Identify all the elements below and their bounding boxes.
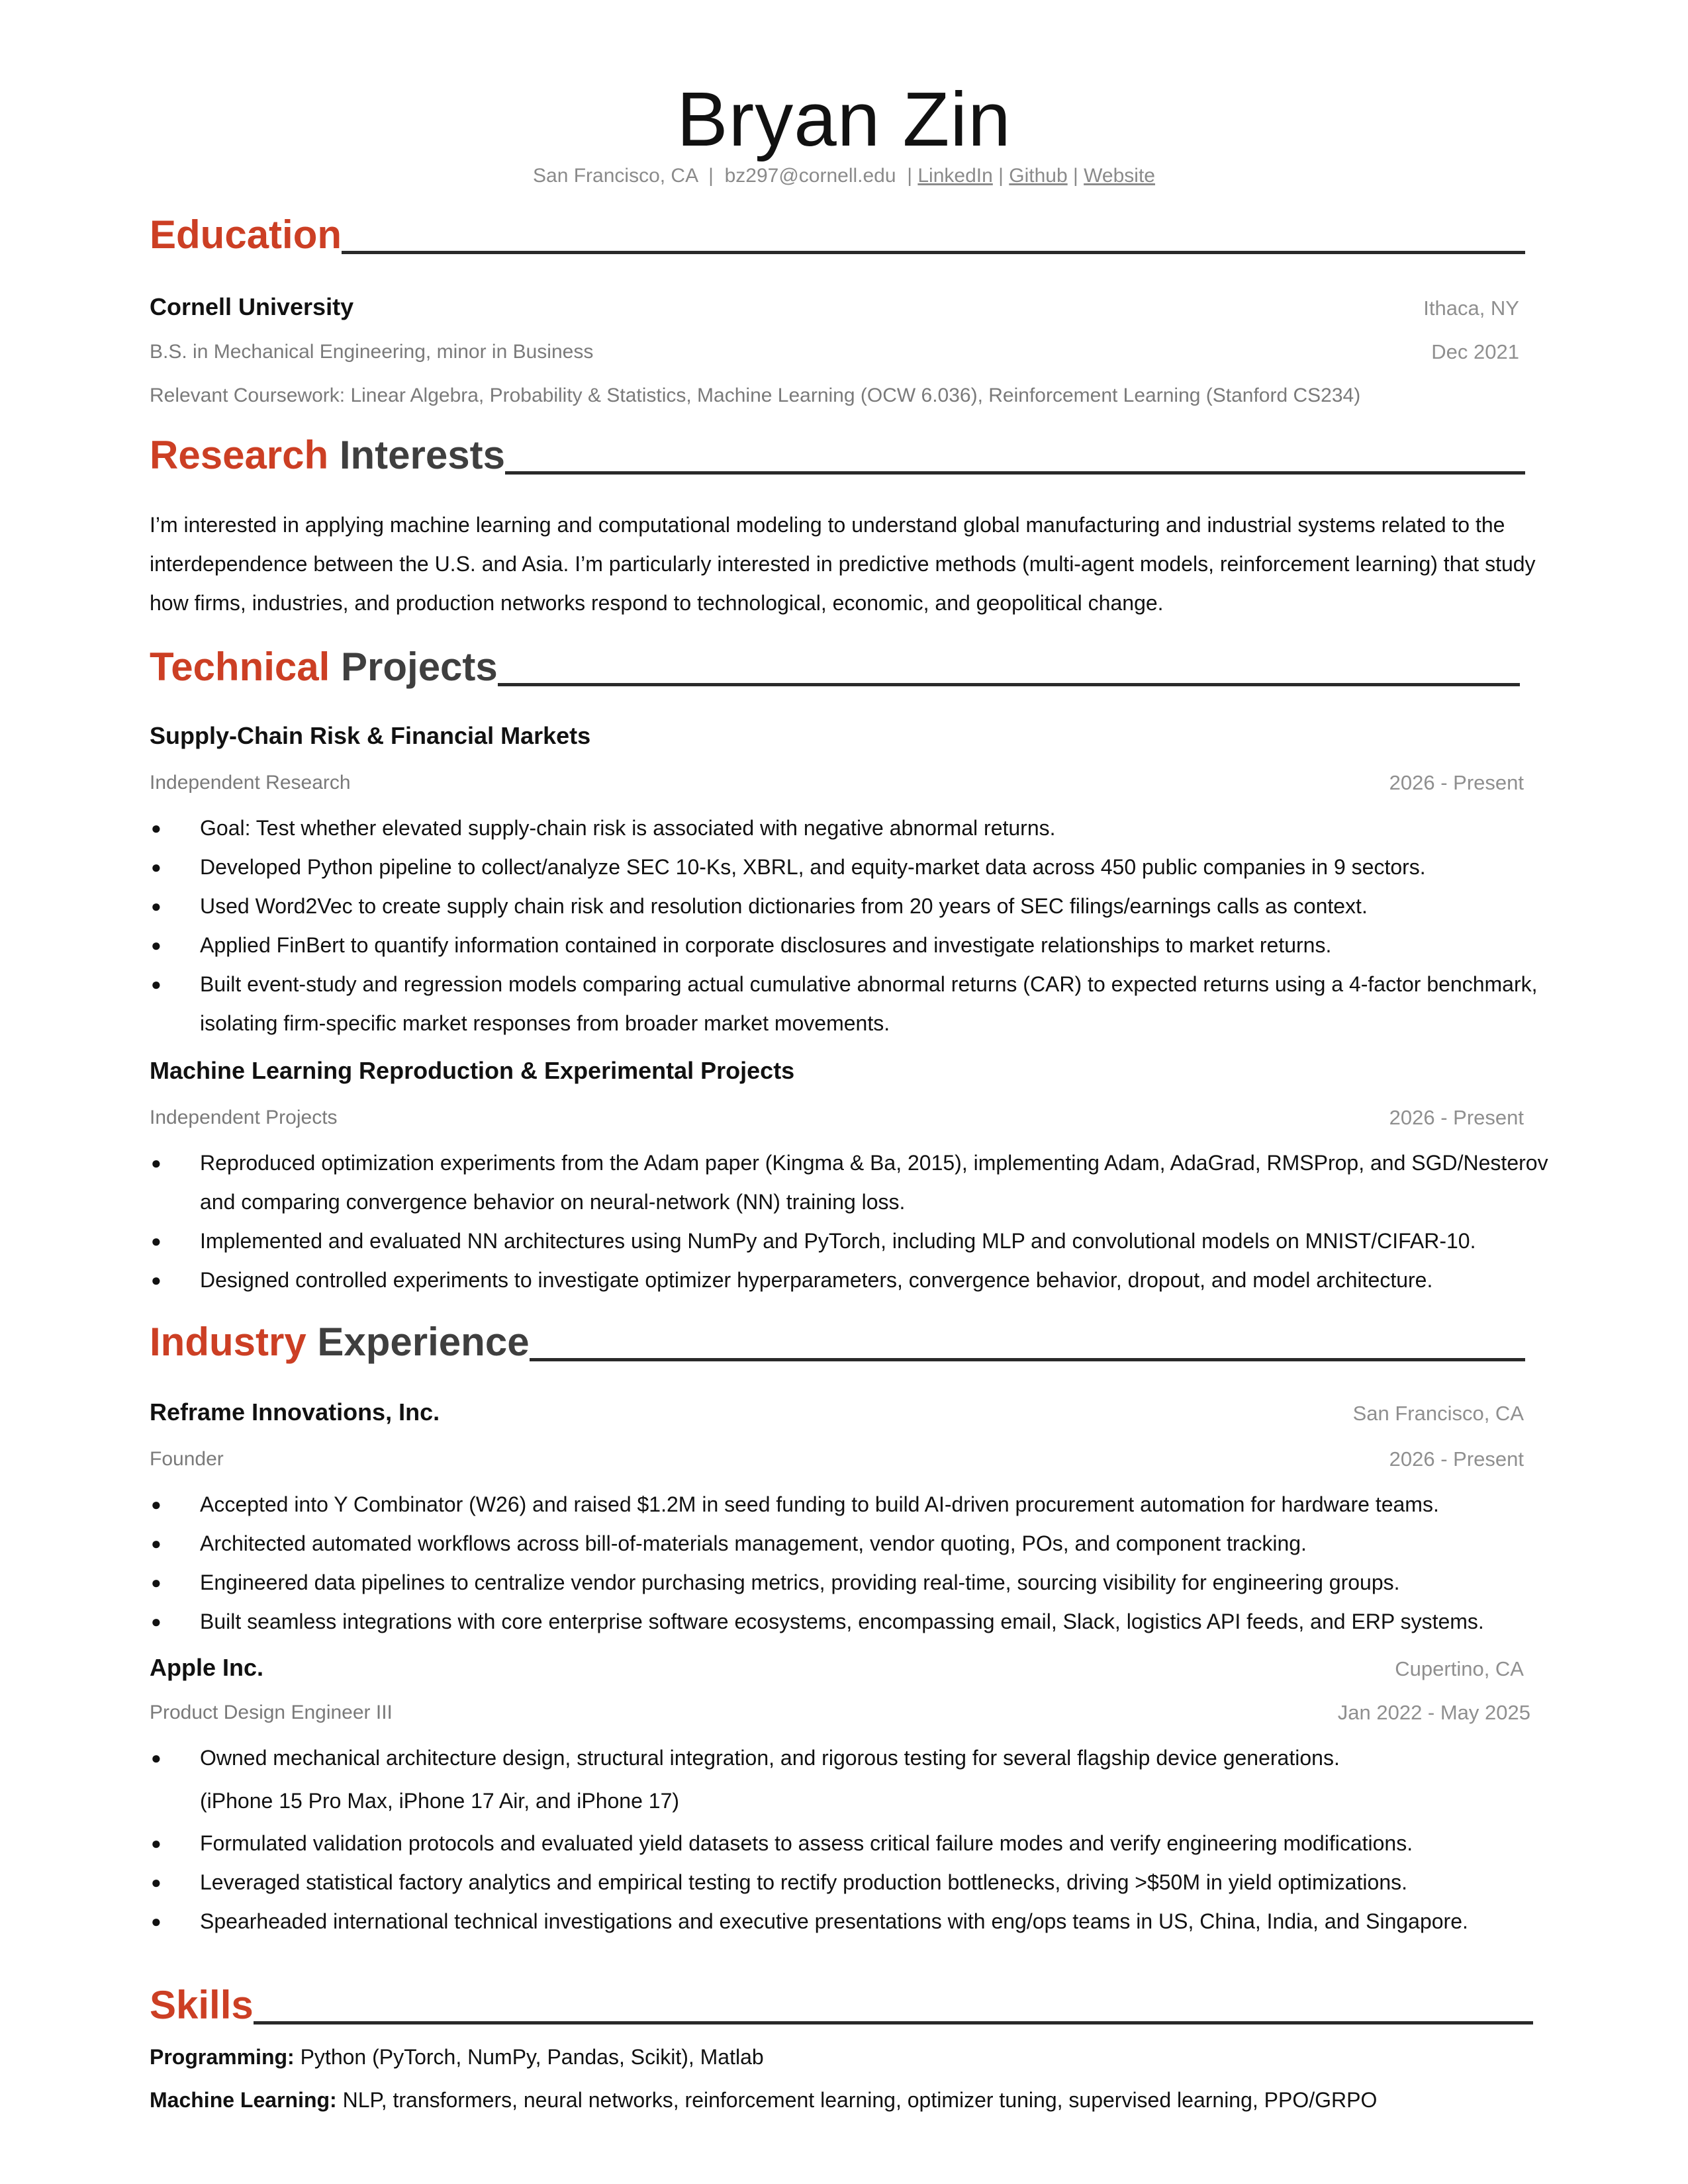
list-item (150, 926, 1553, 965)
bullet-icon: ● (151, 896, 162, 916)
bullet-continuation: (iPhone 15 Pro Max, iPhone 17 Air, and iPhone 17) (200, 1789, 680, 1813)
bullet-icon: ● (151, 974, 162, 994)
heading-rule (342, 251, 1525, 254)
contact-email: bz297@cornell.edu (724, 165, 896, 187)
bullet-text: Leveraged statistical factory analytics and empirical testing to rectify production bottlenecks, driving >$50M in yield optimizations. (200, 1870, 1408, 1894)
company-name: Reframe Innovations, Inc. (150, 1398, 440, 1426)
school-location: Ithaca, NY (1423, 296, 1519, 320)
list-item (150, 1222, 1553, 1261)
heading-rest: Projects (330, 645, 498, 689)
contact-location: San Francisco, CA (533, 165, 698, 187)
heading-rule (254, 2021, 1533, 2025)
list-item (150, 1144, 1553, 1222)
bullet-text: Goal: Test whether elevated supply-chain risk is associated with negative abnormal returns. (200, 816, 1056, 840)
bullet-icon: ● (151, 1270, 162, 1290)
bullet-icon: ● (151, 818, 162, 838)
list-item (150, 1602, 1553, 1641)
list-item (150, 1778, 1553, 1824)
bullet-text: Built seamless integrations with core enterprise software ecosystems, encompassing email, Slack, logistics API feeds, and ERP systems. (200, 1610, 1484, 1633)
project-role: Independent Projects (150, 1107, 338, 1128)
heading-rest: Experience (306, 1320, 530, 1364)
project-date: 2026 - Present (1389, 771, 1524, 794)
heading-accent: Technical (150, 645, 330, 689)
bullet-text: Owned mechanical architecture design, structural integration, and rigorous testing for several flagship device generations. (200, 1746, 1340, 1770)
research-paragraph: I’m interested in applying machine learning and computational modeling to understand global manufacturing and industrial systems related to the interdependence between the U.S. and Asia. I’m particularly interested in predictive methods (multi-agent models, reinforcement learning) that study how firms, industries, and production networks respond to technological, economic, and geopolitical change. (150, 513, 1536, 615)
resume-name: Bryan Zin (677, 76, 1011, 162)
coursework: Relevant Coursework: Linear Algebra, Probability & Statistics, Machine Learning (OCW 6.036), Reinforcement Learning (Stanford CS234) (150, 385, 1361, 406)
bullet-icon: ● (151, 1833, 162, 1853)
list-item (150, 887, 1553, 926)
bullet-icon: ● (151, 1533, 162, 1553)
bullet-text: Used Word2Vec to create supply chain risk and resolution dictionaries from 20 years of SEC filings/earnings calls as context. (200, 894, 1368, 918)
skill-programming (150, 2040, 764, 2073)
list-item (150, 1563, 1553, 1602)
bullet-text: Reproduced optimization experiments from the Adam paper (Kingma & Ba, 2015), implementing Adam, AdaGrad, RMSProp, and SGD/Nesterov and comparing convergence behavior on neural-network (NN) training loss. (200, 1151, 1548, 1214)
list-item (150, 1524, 1553, 1563)
bullet-text: Spearheaded international technical investigations and executive presentations with eng/ops teams in US, China, India, and Singapore. (200, 1909, 1468, 1933)
list-item (150, 809, 1553, 848)
bullet-icon: ● (151, 1494, 162, 1514)
bullet-text: Formulated validation protocols and evaluated yield datasets to assess critical failure modes and verify engineering modifications. (200, 1831, 1413, 1855)
project-title: Supply-Chain Risk & Financial Markets (150, 722, 591, 749)
linkedin-link[interactable]: LinkedIn (917, 165, 993, 187)
list-item (150, 848, 1553, 887)
bullet-text: Developed Python pipeline to collect/analyze SEC 10-Ks, XBRL, and equity-market data across 450 public companies in 9 sectors. (200, 855, 1426, 879)
graduation-date: Dec 2021 (1431, 340, 1519, 363)
company-name: Apple Inc. (150, 1654, 264, 1681)
heading-rule (530, 1358, 1525, 1361)
list-item (150, 1902, 1553, 1941)
job-role: Product Design Engineer III (150, 1702, 393, 1723)
list-item (150, 1863, 1553, 1902)
job-date: 2026 - Present (1389, 1447, 1524, 1471)
bullet-text: Implemented and evaluated NN architectures using NumPy and PyTorch, including MLP and convolutional models on MNIST/CIFAR-10. (200, 1229, 1476, 1253)
bullet-icon: ● (151, 935, 162, 955)
project-title: Machine Learning Reproduction & Experimental Projects (150, 1057, 795, 1084)
skill-value: NLP, transformers, neural networks, reinforcement learning, optimizer tuning, supervised learning, PPO/GRPO (336, 2088, 1378, 2112)
list-item (150, 1739, 1553, 1778)
section-heading-education (150, 205, 1525, 258)
project-bullets (150, 809, 1553, 1043)
skill-value: Python (PyTorch, NumPy, Pandas, Scikit), Matlab (294, 2045, 764, 2069)
company-location: Cupertino, CA (1395, 1657, 1524, 1680)
section-heading-research (150, 426, 1525, 478)
bullet-icon: ● (151, 1911, 162, 1931)
bullet-icon: ● (151, 1612, 162, 1631)
bullet-icon: ● (151, 1572, 162, 1592)
bullet-text: Applied FinBert to quantify information contained in corporate disclosures and investigate relationships to market returns. (200, 933, 1332, 957)
heading-rule (505, 471, 1525, 475)
project-date: 2026 - Present (1389, 1106, 1524, 1129)
bullet-text: Architected automated workflows across bill-of-materials management, vendor quoting, POs, and component tracking. (200, 1531, 1307, 1555)
skill-label: Programming: (150, 2045, 295, 2069)
bullet-text: Built event-study and regression models comparing actual cumulative abnormal returns (CAR) to expected returns using a 4-factor benchmark, isolating firm-specific market responses from broader market movements. (200, 972, 1538, 1035)
list-item (150, 1824, 1553, 1863)
heading-accent: Industry (150, 1320, 306, 1364)
heading-accent: Education (150, 212, 342, 257)
skill-label: Machine Learning: (150, 2088, 337, 2112)
bullet-text: Engineered data pipelines to centralize vendor purchasing metrics, providing real-time, sourcing visibility for engineering groups. (200, 1570, 1400, 1594)
job-bullets (150, 1739, 1553, 1941)
project-bullets (150, 1144, 1553, 1300)
bullet-icon: ● (151, 1153, 162, 1173)
section-heading-projects (150, 637, 1520, 690)
bullet-text: Designed controlled experiments to investigate optimizer hyperparameters, convergence behavior, dropout, and model architecture. (200, 1268, 1433, 1292)
list-item (150, 1261, 1553, 1300)
section-heading-skills (150, 1976, 1533, 2028)
heading-rest: Interests (328, 433, 505, 477)
project-role: Independent Research (150, 772, 351, 794)
heading-accent: Skills (150, 1983, 254, 2027)
job-date: Jan 2022 - May 2025 (1337, 1701, 1530, 1724)
skill-machine-learning (150, 2083, 1377, 2116)
github-link[interactable]: Github (1009, 165, 1068, 187)
heading-accent: Research (150, 433, 329, 477)
bullet-icon: ● (151, 1872, 162, 1892)
bullet-icon: ● (151, 857, 162, 877)
bullet-text: Accepted into Y Combinator (W26) and raised $1.2M in seed funding to build AI-driven procurement automation for hardware teams. (200, 1492, 1439, 1516)
company-location: San Francisco, CA (1352, 1402, 1524, 1425)
degree: B.S. in Mechanical Engineering, minor in Business (150, 341, 594, 363)
list-item (150, 1485, 1553, 1524)
contact-line: San Francisco, CA | bz297@cornell.edu | LinkedIn | Github | Website (533, 165, 1155, 187)
list-item (150, 965, 1553, 1043)
school-name: Cornell University (150, 293, 354, 320)
section-heading-industry (150, 1312, 1525, 1365)
job-role: Founder (150, 1448, 224, 1470)
website-link[interactable]: Website (1084, 165, 1155, 187)
job-bullets (150, 1485, 1553, 1641)
bullet-icon: ● (151, 1748, 162, 1768)
heading-rule (498, 683, 1520, 686)
bullet-icon: ● (151, 1231, 162, 1251)
